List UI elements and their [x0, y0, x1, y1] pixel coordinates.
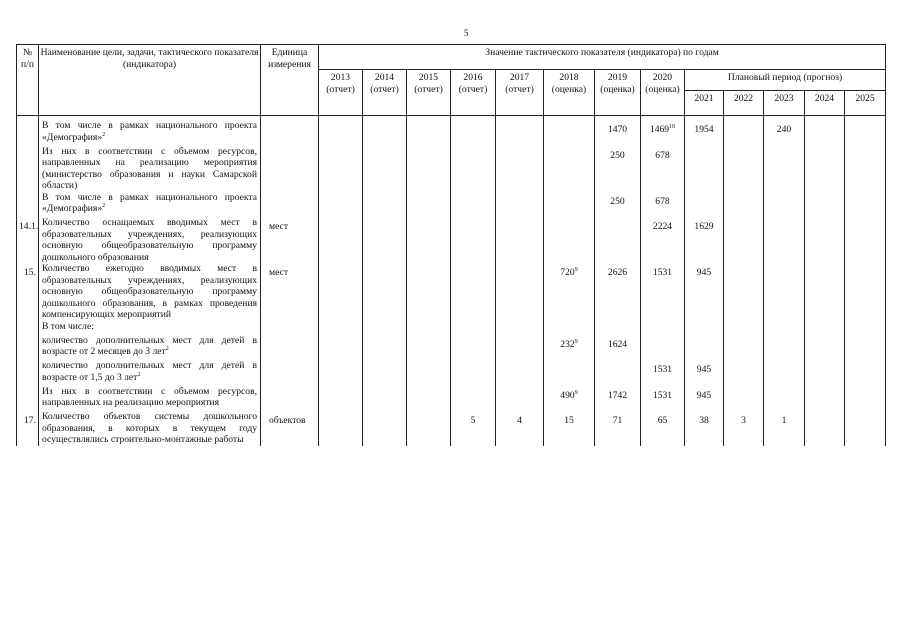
value-cell: 4 — [496, 411, 544, 446]
value-cell — [496, 146, 544, 192]
value-cell: 71 — [595, 411, 641, 446]
footnote-mark: 2 — [137, 371, 141, 378]
table-row — [17, 335, 886, 361]
value-cell — [595, 217, 641, 263]
value-cell: 1470 — [595, 120, 641, 146]
row-number: 17. — [17, 411, 39, 446]
value-cell — [363, 120, 407, 146]
year-header: 2013 (отчет) — [319, 70, 363, 116]
table-row — [17, 321, 886, 335]
value-cell — [805, 386, 845, 412]
table-row — [17, 263, 886, 321]
value-cell: 3 — [724, 411, 764, 446]
row-number — [17, 335, 39, 361]
plan-year-header: 2022 — [724, 91, 764, 116]
row-unit — [261, 146, 319, 192]
value-cell: $720^9$ — [544, 263, 595, 321]
row-description: Из них в соответствии с объемом ресурсов, направленных на реализацию мероприятия (министерство образования и науки Самарской области) — [39, 146, 261, 192]
value-cell — [319, 146, 363, 192]
year-header: 2017 (отчет) — [496, 70, 544, 116]
value-cell — [496, 360, 544, 386]
value-cell — [724, 360, 764, 386]
row-description: Количество объектов системы дошкольного образования, в которых в текущем году осуществлялись строительно-монтажные работы — [39, 411, 261, 446]
value-cell: 250 — [595, 192, 641, 218]
year-header: 2020 (оценка) — [641, 70, 685, 116]
table-row — [17, 360, 886, 386]
value-cell — [363, 411, 407, 446]
value-cell — [319, 335, 363, 361]
row-unit — [261, 386, 319, 412]
value-cell — [544, 146, 595, 192]
year-header: 2019 (оценка) — [595, 70, 641, 116]
indicator-table — [16, 44, 886, 446]
value-cell — [845, 411, 886, 446]
value-cell — [319, 321, 363, 335]
value-cell — [764, 146, 805, 192]
table-row — [17, 192, 886, 218]
value-cell — [724, 386, 764, 412]
value-cell — [805, 321, 845, 335]
table-row — [17, 411, 886, 446]
value-cell — [363, 217, 407, 263]
table-body — [17, 116, 886, 446]
value-cell — [319, 217, 363, 263]
value-cell — [724, 120, 764, 146]
row-number — [17, 146, 39, 192]
value-cell — [407, 120, 451, 146]
value-cell — [595, 321, 641, 335]
value-cell — [764, 335, 805, 361]
row-unit: объектов — [261, 411, 319, 446]
value-cell — [544, 321, 595, 335]
header-row-top — [17, 45, 886, 70]
value-cell — [805, 411, 845, 446]
value-cell — [407, 321, 451, 335]
value-cell: 1629 — [685, 217, 724, 263]
value-cell — [407, 146, 451, 192]
value-cell — [407, 386, 451, 412]
value-cell — [724, 321, 764, 335]
value-cell — [407, 411, 451, 446]
row-description: Из них в соответствии с объемом ресурсов, направленных на реализацию мероприятия — [39, 386, 261, 412]
value-cell — [451, 192, 496, 218]
value-cell — [544, 192, 595, 218]
col-header-num: № п/п — [17, 45, 39, 116]
value-cell: $232^9$ — [544, 335, 595, 361]
value-cell: 65 — [641, 411, 685, 446]
value-cell: 1531 — [641, 263, 685, 321]
row-description: В том числе в рамках национального проекта «Демография»$^2$ — [39, 192, 261, 218]
value-cell — [319, 411, 363, 446]
value-cell — [845, 335, 886, 361]
row-description: В том числе: — [39, 321, 261, 335]
footnote-mark: 9 — [574, 338, 578, 345]
value-cell — [805, 335, 845, 361]
value-cell — [496, 192, 544, 218]
value-cell — [845, 217, 886, 263]
value-cell — [845, 192, 886, 218]
plan-year-header: 2021 — [685, 91, 724, 116]
value-cell — [496, 386, 544, 412]
year-header: 2016 (отчет) — [451, 70, 496, 116]
value-cell — [451, 120, 496, 146]
value-cell — [845, 146, 886, 192]
value-cell — [496, 217, 544, 263]
value-cell — [685, 321, 724, 335]
row-number — [17, 360, 39, 386]
value-cell — [319, 263, 363, 321]
value-cell: 1742 — [595, 386, 641, 412]
value-cell — [451, 360, 496, 386]
value-cell: 1624 — [595, 335, 641, 361]
value-cell — [845, 263, 886, 321]
value-cell — [363, 192, 407, 218]
value-cell — [805, 192, 845, 218]
row-number — [17, 192, 39, 218]
value-cell — [544, 217, 595, 263]
value-cell — [407, 192, 451, 218]
value-cell — [764, 321, 805, 335]
value-cell: 945 — [685, 386, 724, 412]
value-cell — [685, 335, 724, 361]
value-cell — [724, 335, 764, 361]
value-cell — [319, 360, 363, 386]
value-cell: 945 — [685, 360, 724, 386]
value-cell — [363, 335, 407, 361]
footnote-mark: 10 — [669, 123, 676, 130]
value-cell — [805, 146, 845, 192]
row-unit — [261, 192, 319, 218]
footnote-mark: 2 — [102, 131, 106, 138]
value-cell: 1531 — [641, 386, 685, 412]
footnote-mark: 9 — [574, 389, 578, 396]
value-cell — [641, 335, 685, 361]
value-cell — [407, 335, 451, 361]
row-number: 15. — [17, 263, 39, 321]
value-cell — [805, 217, 845, 263]
year-header: 2018 (оценка) — [544, 70, 595, 116]
value-cell: 678 — [641, 146, 685, 192]
col-header-name: Наименование цели, задачи, тактического показателя (индикатора) — [39, 45, 261, 116]
row-description: В том числе в рамках национального проекта «Демография»$^2$ — [39, 120, 261, 146]
table-row — [17, 386, 886, 412]
row-description: Количество ежегодно вводимых мест в образовательных учреждениях, реализующих основную общеобразовательную программу дошкольного образования, в рамках проведения компенсирующих мероприятий — [39, 263, 261, 321]
value-cell — [496, 120, 544, 146]
value-cell — [724, 263, 764, 321]
value-cell — [496, 335, 544, 361]
value-cell — [595, 360, 641, 386]
value-cell — [764, 263, 805, 321]
value-cell — [363, 321, 407, 335]
col-header-unit: Единица измерения — [261, 45, 319, 116]
value-cell — [363, 263, 407, 321]
value-cell — [685, 146, 724, 192]
value-cell — [544, 120, 595, 146]
value-cell — [764, 217, 805, 263]
value-cell — [641, 321, 685, 335]
value-cell — [407, 217, 451, 263]
table-row — [17, 146, 886, 192]
row-description: количество дополнительных мест для детей в возрасте от 1,5 до 3 лет$^2$ — [39, 360, 261, 386]
plan-year-header: 2024 — [805, 91, 845, 116]
year-header: 2014 (отчет) — [363, 70, 407, 116]
value-cell — [363, 146, 407, 192]
row-number — [17, 120, 39, 146]
row-unit: мест — [261, 217, 319, 263]
value-cell — [845, 120, 886, 146]
value-cell — [319, 192, 363, 218]
plan-period-header: Плановый период (прогноз) — [685, 70, 886, 91]
value-cell — [544, 360, 595, 386]
value-cell — [764, 386, 805, 412]
value-cell: 1531 — [641, 360, 685, 386]
value-cell: 1954 — [685, 120, 724, 146]
value-cell — [685, 192, 724, 218]
value-cell — [451, 386, 496, 412]
row-unit — [261, 360, 319, 386]
year-header: 2015 (отчет) — [407, 70, 451, 116]
footnote-mark: 9 — [574, 266, 578, 273]
value-cell — [451, 217, 496, 263]
value-cell — [724, 146, 764, 192]
value-cell — [805, 360, 845, 386]
table-row — [17, 120, 886, 146]
value-cell — [407, 263, 451, 321]
value-cell: 1469$^{10}$ — [641, 120, 685, 146]
value-cell: $490^9$ — [544, 386, 595, 412]
value-cell — [805, 120, 845, 146]
value-cell — [363, 360, 407, 386]
row-unit — [261, 120, 319, 146]
row-number — [17, 386, 39, 412]
value-cell — [319, 120, 363, 146]
row-description: Количество оснащаемых вводимых мест в образовательных учреждениях, реализующих основную общеобразовательную программу дошкольного образования — [39, 217, 261, 263]
value-cell — [451, 335, 496, 361]
value-cell — [845, 360, 886, 386]
footnote-mark: 2 — [102, 202, 106, 209]
value-cell: 2626 — [595, 263, 641, 321]
value-cell — [805, 263, 845, 321]
row-unit: мест — [261, 263, 319, 321]
row-number — [17, 321, 39, 335]
value-cell: 250 — [595, 146, 641, 192]
footnote-mark: 2 — [165, 345, 169, 352]
plan-year-header: 2023 — [764, 91, 805, 116]
value-cell — [407, 360, 451, 386]
value-cell: 2224 — [641, 217, 685, 263]
value-cell — [724, 192, 764, 218]
value-cell — [496, 263, 544, 321]
value-cell: 1 — [764, 411, 805, 446]
value-cell — [496, 321, 544, 335]
value-cell — [845, 321, 886, 335]
value-cell: 5 — [451, 411, 496, 446]
page-number: 5 — [464, 28, 469, 38]
value-cell: 15 — [544, 411, 595, 446]
value-cell: 38 — [685, 411, 724, 446]
value-cell — [764, 192, 805, 218]
value-cell — [451, 263, 496, 321]
value-cell: 678 — [641, 192, 685, 218]
value-cell — [764, 360, 805, 386]
value-cell: 240 — [764, 120, 805, 146]
value-cell — [363, 386, 407, 412]
col-header-values-title: Значение тактического показателя (индикатора) по годам — [319, 45, 886, 70]
value-cell — [724, 217, 764, 263]
value-cell — [319, 386, 363, 412]
row-unit — [261, 335, 319, 361]
value-cell — [845, 386, 886, 412]
value-cell — [451, 146, 496, 192]
table-row — [17, 217, 886, 263]
row-number: 14.1. — [17, 217, 39, 263]
value-cell: 945 — [685, 263, 724, 321]
row-unit — [261, 321, 319, 335]
row-description: количество дополнительных мест для детей в возрасте от 2 месяцев до 3 лет$^2$ — [39, 335, 261, 361]
plan-year-header: 2025 — [845, 91, 886, 116]
value-cell — [451, 321, 496, 335]
